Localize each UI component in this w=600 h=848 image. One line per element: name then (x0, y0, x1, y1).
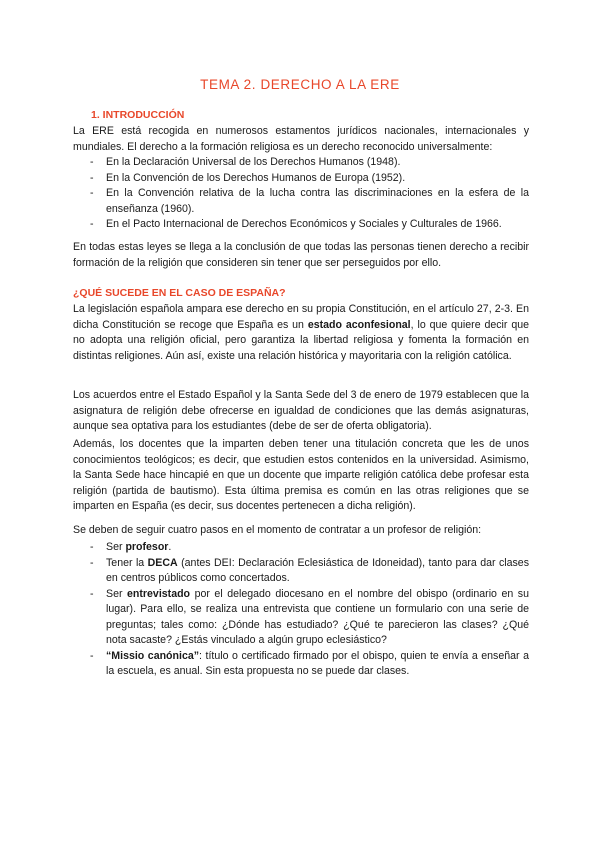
teachers-paragraph: Además, los docentes que la imparten deben tener una titulación concreta que les de unos conocimientos teológicos; es decir, que estudien estos contenidos en la universidad. Asimismo, la Santa Sede hace hincapié en que un docente que imparte religión católica debe profesar esta religión (partida de bautismo). Esta última premisa es común en las otras religiones que se imparten en España (es decir, sus docentes pertenecen a dicha religión). (73, 438, 529, 512)
list-dash: - (90, 587, 94, 600)
list-dash: - (90, 156, 94, 168)
hiring-steps-list (73, 540, 529, 680)
bold-term: estado aconfesional (307, 318, 411, 331)
constitution-paragraph: La legislación española ampara ese derecho en su propia Constitución, en el artículo 27, 2-3. En dicha Constitución se recoge que España es un estado aconfesional, lo que quiere decir que no adopta una religión oficial, pero garantiza la libertad religiosa y fomenta la formación en distintas religiones. Aún así, existe una relación histórica y mayoritaria con la religión católica. (73, 303, 529, 362)
page-title: TEMA 2. DERECHO A LA ERE (200, 77, 400, 92)
list-item: - “Missio canónica”: título o certificado firmado por el obispo, quien te envía a enseñar a la escuela, es anual. Sin esta propuesta no se puede dar clases. (90, 649, 529, 677)
list-item: - En la Declaración Universal de los Derechos Humanos (1948). (73, 155, 529, 171)
list-item: - En la Convención relativa de la lucha contra las discriminaciones en la esfera de la enseñanza (1960). (90, 187, 529, 215)
list-dash: - (90, 556, 94, 569)
list-item: - En el Pacto Internacional de Derechos Económicos y Sociales y Culturales de 1966. (73, 217, 529, 233)
conventions-list (73, 155, 529, 233)
list-item: - En la Convención de los Derechos Humanos de Europa (1952). (73, 171, 529, 187)
intro-paragraph: La ERE está recogida en numerosos estamentos jurídicos nacionales, internacionales y mundiales. El derecho a la formación religiosa es un derecho reconocido universalmente: (73, 125, 529, 153)
list-item: - Ser profesor. (73, 540, 529, 556)
steps-intro-paragraph: Se deben de seguir cuatro pasos en el momento de contratar a un profesor de religión: (73, 524, 482, 536)
list-dash: - (90, 218, 94, 230)
conclusion-paragraph: En todas estas leyes se llega a la conclusión de que todas las personas tienen derecho a recibir formación de la religión que consideren sin tener que ser perseguidos por ello. (73, 241, 529, 269)
list-dash: - (90, 171, 94, 184)
list-dash: - (90, 187, 94, 199)
list-dash: - (90, 649, 94, 662)
list-item: - Tener la DECA (antes DEI: Declaración Eclesiástica de Idoneidad), tanto para dar clases en centros públicos como concertados. (90, 556, 529, 584)
agreements-paragraph: Los acuerdos entre el Estado Español y la Santa Sede del 3 de enero de 1979 establecen que la asignatura de religión debe ofrecerse en igualdad de condiciones que las demás asignaturas, aunque sea optativa para los estudiantes (debe de ser de oferta obligatoria). (73, 389, 529, 432)
list-dash: - (90, 541, 94, 553)
section-heading-introduccion: 1. INTRODUCCIÓN (91, 109, 185, 121)
section-heading-espana: ¿QUÉ SUCEDE EN EL CASO DE ESPAÑA? (73, 287, 286, 299)
list-item: - Ser entrevistado por el delegado diocesano en el nombre del obispo (ordinario en su lugar). Para ello, se realiza una entrevista que contiene un formulario con una serie de preguntas; tales como: ¿Dónde has estudiado? ¿Qué te parecieron las clases? ¿Qué nota sacaste? ¿Estás vinculado a algún grupo eclesiástico? (90, 587, 529, 646)
